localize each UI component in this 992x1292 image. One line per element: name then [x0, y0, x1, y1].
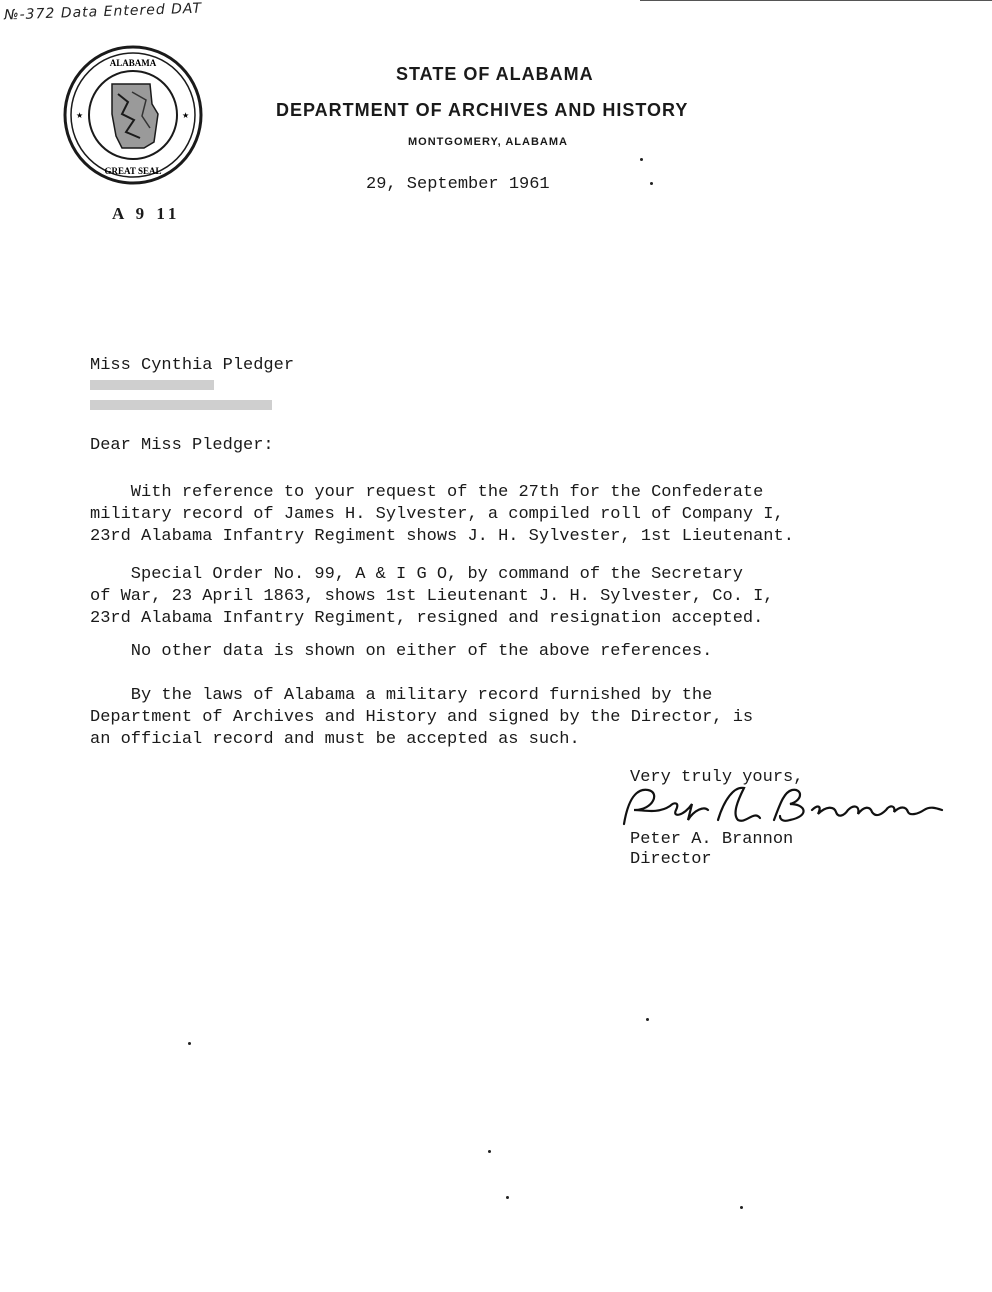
svg-text:★: ★ [76, 111, 84, 120]
scan-speck [506, 1196, 509, 1199]
seal-code: A 9 11 [112, 204, 181, 223]
scan-speck [188, 1042, 191, 1045]
letterhead-city: MONTGOMERY, ALABAMA [408, 136, 568, 148]
svg-text:ALABAMA: ALABAMA [109, 58, 157, 68]
handwritten-note: №-372 Data Entered DAT [3, 0, 203, 24]
signer-title: Director [630, 850, 712, 869]
scan-speck [740, 1206, 743, 1209]
recipient-name: Miss Cynthia Pledger [90, 356, 295, 375]
body-paragraph-3 [90, 641, 920, 663]
body-line: No other data is shown on either of the above references. [90, 642, 713, 661]
body-line: With reference to your request of the 27th for the Confederate [90, 483, 764, 502]
letterhead-department: DEPARTMENT OF ARCHIVES AND HISTORY [276, 100, 689, 120]
body-line: of War, 23 April 1863, shows 1st Lieutenant J. H. Sylvester, Co. I, [90, 587, 774, 606]
body-line: 23rd Alabama Infantry Regiment shows J. H. Sylvester, 1st Lieutenant. [90, 527, 794, 546]
signer-name: Peter A. Brannon [630, 830, 794, 849]
body-line: By the laws of Alabama a military record furnished by the [90, 686, 713, 705]
body-line: 23rd Alabama Infantry Regiment, resigned and resignation accepted. [90, 609, 764, 628]
scan-speck [650, 182, 653, 185]
scan-edge-line [640, 0, 992, 1]
body-line: an official record and must be accepted as such. [90, 730, 580, 749]
salutation: Dear Miss Pledger: [90, 436, 274, 455]
redacted-address-line [90, 380, 214, 390]
svg-text:GREAT SEAL: GREAT SEAL [104, 166, 162, 176]
closing: Very truly yours, [630, 768, 804, 787]
handwritten-signature [614, 780, 948, 834]
svg-text:★: ★ [182, 111, 190, 120]
body-paragraph-2 [90, 564, 920, 630]
body-line: Department of Archives and History and signed by the Director, is [90, 708, 754, 727]
body-paragraph-4 [90, 685, 920, 751]
scan-speck [640, 158, 643, 161]
letterhead-state: STATE OF ALABAMA [396, 64, 594, 84]
scan-speck [488, 1150, 491, 1153]
body-line: military record of James H. Sylvester, a compiled roll of Company I, [90, 505, 784, 524]
scan-speck [646, 1018, 649, 1021]
body-line: Special Order No. 99, A & I G O, by command of the Secretary [90, 565, 743, 584]
letter-date: 29, September 1961 [366, 175, 550, 194]
redacted-city-line [90, 400, 272, 410]
great-seal-icon [62, 44, 204, 186]
body-paragraph-1 [90, 482, 920, 548]
